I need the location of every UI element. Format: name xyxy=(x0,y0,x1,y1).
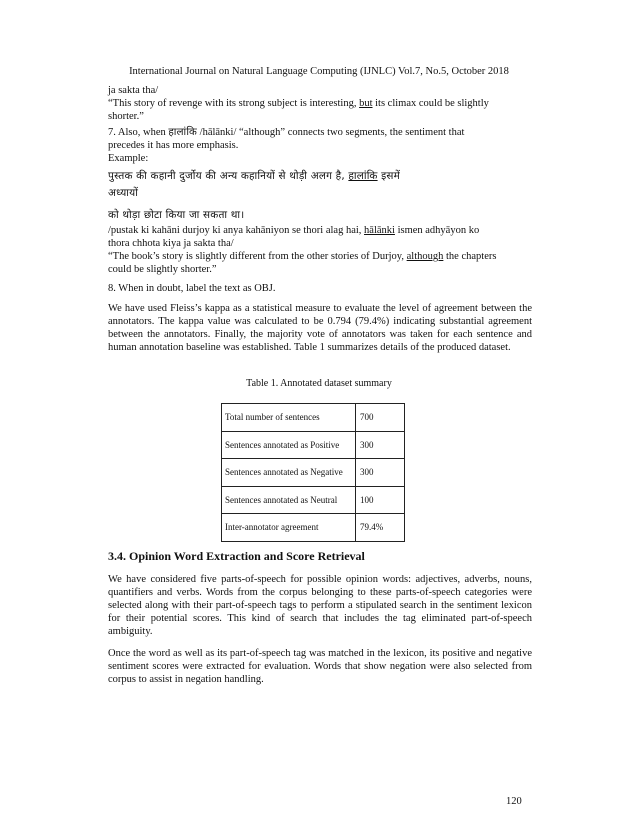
hindi-line-1 xyxy=(108,168,532,185)
table-cell-value: 300 xyxy=(356,459,405,487)
section-heading: 3.4. Opinion Word Extraction and Score Retrieval xyxy=(108,549,365,563)
dataset-summary-table xyxy=(221,403,405,542)
text-span: 7. Also, when xyxy=(108,127,169,138)
text-span: /pustak ki kahāni durjoy ki anya kahāniyon se thori alag hai, xyxy=(108,225,365,236)
kappa-paragraph: We have used Fleiss’s kappa as a statistical measure to evaluate the level of agreement between the annotators. The kappa value was calculated to be 0.794 (79.4%) indicating substantial agreement between the annotators. Finally, the majority vote of annotators was taken for each sentence and human annotation baseline was established. Table 1 summarizes details of the produced dataset. xyxy=(108,303,532,353)
text-span: इसमें xyxy=(377,170,401,182)
text-span: ismen adhyāyon ko xyxy=(394,225,480,236)
underlined-connective: but xyxy=(359,98,373,109)
table-row xyxy=(222,514,405,542)
table-row xyxy=(222,486,405,514)
text-span: “This story of revenge with its strong subject is interesting, xyxy=(108,98,360,109)
translation-line-2: could be slightly shorter.” xyxy=(108,264,217,275)
translit-line-2: thora chhota kiya ja sakta tha/ xyxy=(108,238,234,249)
underlined-although: although xyxy=(406,251,444,262)
rule-7-line2: precedes it has more emphasis. xyxy=(108,140,239,151)
text-span: “The book’s story is slightly different from the other stories of Durjoy, xyxy=(108,251,407,262)
transliteration-block xyxy=(108,224,532,276)
example-label: Example: xyxy=(108,153,149,164)
table-cell-value: 100 xyxy=(356,486,405,514)
table-caption: Table 1. Annotated dataset summary xyxy=(246,378,392,389)
page-number: 120 xyxy=(506,796,522,807)
table-cell-value: 79.4% xyxy=(356,514,405,542)
translation-line-1 xyxy=(108,250,532,263)
example6-hindi-tail: ja sakta tha/ xyxy=(108,85,159,96)
pos-paragraph: We have considered five parts-of-speech for possible opinion words: adjectives, adverbs, nouns, quantifiers and verbs. Words from the corpus belonging to these parts-of-speech categories were selected along with their part-of-speech tags to perform a stipulated search in the sentiment lexicon for their potential scores. This kind of search that includes the tag eliminated part-of-speech ambiguity. xyxy=(108,574,532,637)
table-cell-value: 700 xyxy=(356,404,405,432)
text-span: the chapters xyxy=(443,251,497,262)
text-span: /hālānki/ “although” connects two segments, the sentiment that xyxy=(197,127,465,138)
text-span: its climax could be slightly xyxy=(372,98,489,109)
rule-8: 8. When in doubt, label the text as OBJ. xyxy=(108,283,276,294)
rule-7 xyxy=(108,126,532,165)
table-cell-label: Inter-annotator agreement xyxy=(222,514,356,542)
hindi-word: हालांकि xyxy=(168,127,198,138)
table-row xyxy=(222,431,405,459)
table-row xyxy=(222,404,405,432)
hindi-line-3: को थोड़ा छोटा किया जा सकता था। xyxy=(108,209,245,221)
hindi-example xyxy=(108,168,532,224)
table-cell-label: Total number of sentences xyxy=(222,404,356,432)
underlined-hindi-connective: हालांकि xyxy=(348,170,378,182)
rule-7-line1 xyxy=(108,126,532,139)
table-cell-value: 300 xyxy=(356,431,405,459)
table-row xyxy=(222,459,405,487)
lexicon-paragraph: Once the word as well as its part-of-speech tag was matched in the lexicon, its positive and negative sentiment scores were extracted for evaluation. Words that show negation were also selected from corpus to assist in negation handling. xyxy=(108,648,532,685)
example6-translation xyxy=(108,97,532,110)
hindi-line-2: अध्यायों xyxy=(108,187,139,199)
text-span: पुस्तक की कहानी दुर्जोय की अन्य कहानियों से थोड़ी अलग है, xyxy=(108,170,349,182)
table-cell-label: Sentences annotated as Positive xyxy=(222,431,356,459)
table-cell-label: Sentences annotated as Negative xyxy=(222,459,356,487)
journal-header: International Journal on Natural Language Computing (IJNLC) Vol.7, No.5, October 2018 xyxy=(129,66,509,77)
example6-continuation xyxy=(108,84,532,123)
table-cell-label: Sentences annotated as Neutral xyxy=(222,486,356,514)
underlined-translit-connective: hālānki xyxy=(364,225,395,236)
translit-line-1 xyxy=(108,224,532,237)
example6-translation-end: shorter.” xyxy=(108,111,144,122)
